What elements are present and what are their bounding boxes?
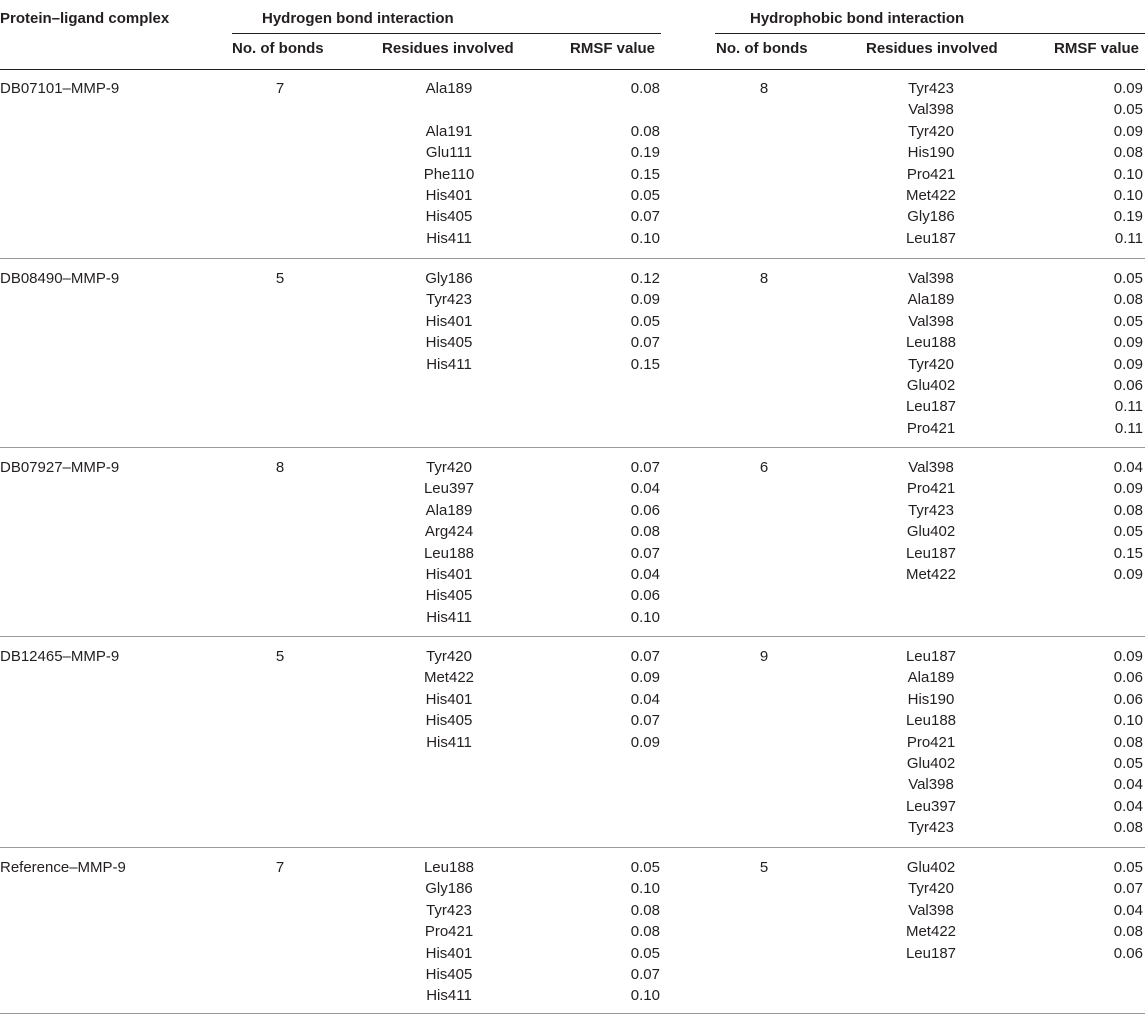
hydrogen-rmsf-value: 0.06 [630, 587, 660, 605]
hydrophobic-residue: Met422 [905, 187, 957, 204]
hydrophobic-residue: Leu397 [905, 797, 957, 815]
hydrogen-spanner-rule [232, 33, 661, 34]
hydrophobic-residue: Pro421 [906, 733, 956, 751]
hydrophobic-residue: Glu402 [906, 377, 956, 394]
hydrogen-residue: Gly186 [425, 270, 473, 287]
hydrogen-bond-count: 8 [275, 459, 285, 476]
complex-name: DB07101–MMP-9 [0, 80, 120, 97]
hydrogen-rmsf-value: 0.19 [630, 144, 660, 162]
hydrophobic-bond-count: 6 [759, 459, 769, 476]
hydrophobic-rmsf-value: 0.04 [1113, 797, 1143, 815]
hydrogen-residue: Ala189 [425, 501, 473, 519]
hydrogen-rmsf-value: 0.07 [630, 966, 660, 983]
hydrophobic-rmsf-value: 0.08 [1113, 501, 1143, 519]
hydrogen-rmsf-value: 0.08 [630, 122, 660, 140]
hydrophobic-residue: Ala189 [907, 669, 955, 687]
hydrogen-rmsf-value: 0.08 [630, 901, 660, 919]
hydrophobic-rmsf-value: 0.08 [1113, 923, 1143, 941]
hydrophobic-rmsf-value: 0.08 [1113, 819, 1143, 837]
hydrophobic-rmsf-value: 0.05 [1113, 859, 1143, 876]
hydrophobic-rmsf-value: 0.04 [1113, 459, 1143, 476]
hydrogen-residue: His411 [426, 733, 472, 751]
hydrophobic-residue: Tyr420 [908, 122, 954, 140]
hydrophobic-residue: Val398 [908, 776, 954, 794]
hydrogen-residue: Ala191 [425, 122, 473, 140]
hydrogen-residue: His401 [425, 312, 473, 330]
hydrophobic-residue: Val398 [908, 312, 954, 330]
hydrophobic-rmsf-value: 0.09 [1113, 80, 1143, 97]
hydrogen-rmsf-value: 0.05 [630, 187, 660, 204]
hydrogen-residue: His405 [425, 334, 473, 352]
hydrogen-residue: Leu188 [423, 544, 475, 562]
hydrogen-residue: His401 [425, 944, 473, 962]
hydrophobic-rmsf-value: 0.19 [1113, 208, 1143, 226]
complex-name: Reference–MMP-9 [0, 859, 126, 876]
hydrogen-rmsf-value: 0.04 [630, 690, 660, 708]
hydrophobic-rmsf-value: 0.09 [1113, 566, 1143, 583]
hydrophobic-residue: Pro421 [906, 165, 956, 183]
hydrogen-rmsf-value: 0.04 [630, 566, 660, 583]
hydrogen-rmsf-value: 0.08 [630, 80, 660, 97]
hydrogen-residue: Leu397 [423, 480, 475, 498]
hydrophobic-rmsf-value: 0.11 [1114, 229, 1143, 247]
hydrophobic-residue: Pro421 [906, 419, 956, 437]
hydrogen-residue: His405 [425, 712, 473, 730]
hydrophobic-spanner-rule [715, 33, 1145, 34]
hydrogen-residue: His401 [425, 690, 473, 708]
hydrophobic-residue: Tyr420 [908, 880, 954, 898]
hydrophobic-rmsf-value: 0.05 [1113, 101, 1143, 119]
group-separator-rule [0, 847, 1145, 848]
hydrogen-residue: Tyr423 [426, 901, 472, 919]
hydrophobic-rmsf-value: 0.09 [1113, 480, 1143, 498]
hydrophobic-rmsf-value: 0.10 [1113, 712, 1143, 730]
hydrophobic-rmsf-value: 0.11 [1114, 398, 1143, 416]
hydrogen-residue: Ala189 [425, 80, 473, 97]
header-h-num-bonds: No. of bonds [232, 40, 324, 57]
hydrophobic-rmsf-value: 0.08 [1113, 733, 1143, 751]
hydrogen-residue: Tyr423 [426, 291, 472, 309]
hydrophobic-residue: Tyr423 [908, 80, 954, 97]
header-p-rmsf: RMSF value [1054, 40, 1140, 57]
hydrophobic-residue: Glu402 [906, 755, 956, 772]
hydrophobic-rmsf-value: 0.06 [1113, 944, 1143, 962]
hydrogen-rmsf-value: 0.07 [630, 208, 660, 226]
hydrogen-bond-count: 7 [275, 859, 285, 876]
hydrophobic-rmsf-value: 0.09 [1113, 122, 1143, 140]
hydrophobic-residue: Leu187 [905, 398, 957, 416]
hydrophobic-residue: Leu187 [905, 648, 957, 665]
hydrogen-bond-count: 7 [275, 80, 285, 97]
header-p-num-bonds: No. of bonds [716, 40, 808, 57]
hydrophobic-rmsf-value: 0.06 [1113, 690, 1143, 708]
hydrophobic-residue: Leu187 [905, 944, 957, 962]
hydrophobic-rmsf-value: 0.07 [1113, 880, 1143, 898]
hydrophobic-residue: His190 [907, 690, 955, 708]
hydrophobic-rmsf-value: 0.09 [1113, 355, 1143, 373]
hydrogen-rmsf-value: 0.07 [630, 712, 660, 730]
hydrogen-residue: His411 [426, 229, 472, 247]
hydrogen-rmsf-value: 0.12 [630, 270, 660, 287]
hydrophobic-residue: Glu402 [906, 523, 956, 541]
group-separator-rule [0, 447, 1145, 448]
hydrogen-residue: Tyr420 [426, 648, 472, 665]
hydrogen-rmsf-value: 0.07 [630, 544, 660, 562]
hydrophobic-residue: Val398 [908, 270, 954, 287]
hydrogen-residue: His411 [426, 608, 472, 626]
hydrogen-rmsf-value: 0.07 [630, 334, 660, 352]
hydrogen-rmsf-value: 0.10 [630, 880, 660, 898]
hydrophobic-residue: Pro421 [906, 480, 956, 498]
complex-name: DB07927–MMP-9 [0, 459, 120, 476]
hydrogen-rmsf-value: 0.04 [630, 480, 660, 498]
hydrophobic-rmsf-value: 0.05 [1113, 312, 1143, 330]
hydrophobic-residue: Met422 [905, 923, 957, 941]
header-rule [0, 69, 1145, 70]
hydrogen-rmsf-value: 0.10 [630, 987, 660, 1005]
hydrophobic-rmsf-value: 0.15 [1113, 544, 1143, 562]
complex-name: DB12465–MMP-9 [0, 648, 120, 665]
complex-name: DB08490–MMP-9 [0, 270, 120, 287]
hydrogen-rmsf-value: 0.05 [630, 944, 660, 962]
hydrogen-residue: His411 [426, 355, 472, 373]
hydrogen-residue: His405 [425, 966, 473, 983]
hydrogen-rmsf-value: 0.10 [630, 608, 660, 626]
hydrogen-rmsf-value: 0.15 [630, 355, 660, 373]
header-hydrophobic: Hydrophobic bond interaction [750, 10, 965, 27]
hydrophobic-residue: Leu187 [905, 229, 957, 247]
hydrophobic-rmsf-value: 0.05 [1113, 523, 1143, 541]
hydrophobic-rmsf-value: 0.05 [1113, 270, 1143, 287]
hydrophobic-rmsf-value: 0.08 [1113, 144, 1143, 162]
hydrogen-rmsf-value: 0.06 [630, 501, 660, 519]
hydrophobic-bond-count: 8 [759, 270, 769, 287]
hydrogen-residue: Met422 [423, 669, 475, 687]
hydrogen-rmsf-value: 0.07 [630, 648, 660, 665]
hydrogen-residue: His401 [425, 566, 473, 583]
hydrophobic-rmsf-value: 0.08 [1113, 291, 1143, 309]
hydrogen-residue: His411 [426, 987, 472, 1005]
hydrogen-rmsf-value: 0.08 [630, 923, 660, 941]
hydrophobic-bond-count: 8 [759, 80, 769, 97]
hydrophobic-rmsf-value: 0.06 [1113, 377, 1143, 394]
hydrogen-rmsf-value: 0.07 [630, 459, 660, 476]
hydrogen-residue: Gly186 [425, 880, 473, 898]
hydrophobic-rmsf-value: 0.04 [1113, 901, 1143, 919]
header-hydrogen: Hydrogen bond interaction [262, 10, 454, 27]
hydrogen-rmsf-value: 0.09 [630, 669, 660, 687]
group-separator-rule [0, 636, 1145, 637]
hydrogen-rmsf-value: 0.05 [630, 859, 660, 876]
hydrophobic-rmsf-value: 0.05 [1113, 755, 1143, 772]
hydrophobic-residue: Tyr423 [908, 501, 954, 519]
hydrogen-rmsf-value: 0.15 [630, 165, 660, 183]
hydrophobic-rmsf-value: 0.11 [1114, 419, 1143, 437]
hydrophobic-rmsf-value: 0.09 [1113, 648, 1143, 665]
header-complex: Protein–ligand complex [0, 10, 170, 27]
hydrophobic-rmsf-value: 0.06 [1113, 669, 1143, 687]
hydrophobic-residue: Tyr420 [908, 355, 954, 373]
group-separator-rule [0, 258, 1145, 259]
hydrogen-bond-count: 5 [275, 648, 285, 665]
hydrophobic-residue: Val398 [908, 101, 954, 119]
hydrogen-residue: His405 [425, 587, 473, 605]
hydrophobic-residue: Leu188 [905, 712, 957, 730]
hydrophobic-bond-count: 9 [759, 648, 769, 665]
hydrophobic-rmsf-value: 0.10 [1113, 165, 1143, 183]
hydrophobic-residue: Met422 [905, 566, 957, 583]
hydrogen-rmsf-value: 0.08 [630, 523, 660, 541]
hydrogen-rmsf-value: 0.09 [630, 291, 660, 309]
hydrophobic-rmsf-value: 0.04 [1113, 776, 1143, 794]
hydrophobic-rmsf-value: 0.10 [1113, 187, 1143, 204]
hydrophobic-residue: Glu402 [906, 859, 956, 876]
hydrogen-rmsf-value: 0.10 [630, 229, 660, 247]
hydrogen-rmsf-value: 0.09 [630, 733, 660, 751]
hydrophobic-rmsf-value: 0.09 [1113, 334, 1143, 352]
hydrogen-bond-count: 5 [275, 270, 285, 287]
hydrophobic-residue: Tyr423 [908, 819, 954, 837]
hydrophobic-residue: Leu188 [905, 334, 957, 352]
header-h-rmsf: RMSF value [570, 40, 656, 57]
hydrophobic-bond-count: 5 [759, 859, 769, 876]
hydrogen-residue: Phe110 [423, 165, 475, 183]
header-p-residues: Residues involved [866, 40, 998, 57]
group-separator-rule [0, 1013, 1145, 1014]
hydrogen-residue: Leu188 [423, 859, 475, 876]
hydrophobic-residue: Leu187 [905, 544, 957, 562]
hydrophobic-residue: Val398 [908, 459, 954, 476]
hydrogen-residue: Arg424 [424, 523, 474, 541]
hydrogen-residue: His401 [425, 187, 473, 204]
hydrophobic-residue: Gly186 [907, 208, 955, 226]
hydrogen-residue: His405 [425, 208, 473, 226]
hydrogen-residue: Tyr420 [426, 459, 472, 476]
hydrophobic-residue: His190 [907, 144, 955, 162]
hydrogen-rmsf-value: 0.05 [630, 312, 660, 330]
hydrophobic-residue: Ala189 [907, 291, 955, 309]
hydrophobic-residue: Val398 [908, 901, 954, 919]
header-h-residues: Residues involved [382, 40, 514, 57]
hydrogen-residue: Glu111 [425, 144, 473, 162]
hydrogen-residue: Pro421 [424, 923, 474, 941]
